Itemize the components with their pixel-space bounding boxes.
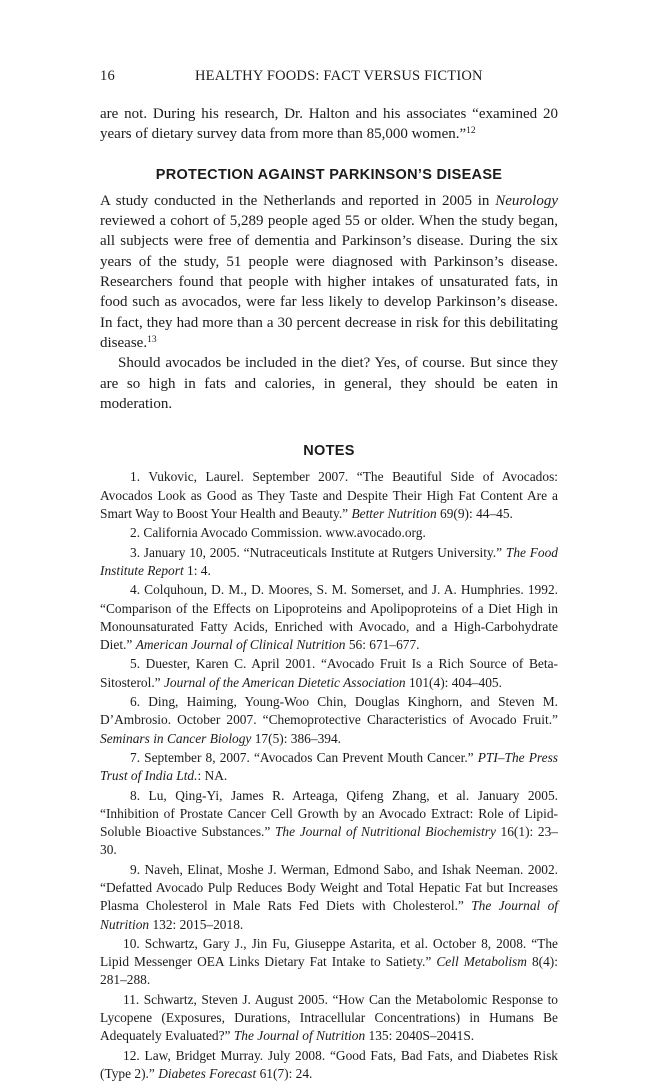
note-item: 8. Lu, Qing-Yi, James R. Arteaga, Qifeng Zhang, et al. January 2005. “Inhibition of Prostate Cancer Cell Growth by an Avocado Extract: Role of Lipid-Soluble Bioactive Substances.” The Journal of Nutritional Biochemistry 16(1): 23–30. — [100, 787, 558, 858]
notes-list — [100, 468, 558, 1083]
note-item: 9. Naveh, Elinat, Moshe J. Werman, Edmond Sabo, and Ishak Neeman. 2002. “Defatted Avocado Pulp Reduces Body Weight and Total Hepatic Fat but Increases Plasma Cholesterol in Male Rats Fed Diets with Cholesterol.” The Journal of Nutrition 132: 2015–2018. — [100, 861, 558, 932]
note-item: 1. Vukovic, Laurel. September 2007. “The Beautiful Side of Avocados: Avocados Look as Good as They Taste and Despite Their High Fat Content Are a Smart Way to Boost Your Health and Beauty.” Better Nutrition 69(9): 44–45. — [100, 469, 558, 522]
intro-paragraph — [100, 104, 558, 145]
note-item: 12. Law, Bridget Murray. July 2008. “Good Fats, Bad Fats, and Diabetes Risk (Type 2).” Diabetes Forecast 61(7): 24. — [100, 1047, 558, 1081]
footnote-ref: 13 — [147, 334, 157, 345]
running-title: HEALTHY FOODS: FACT VERSUS FICTION — [195, 68, 483, 84]
journal-title: Neurology — [495, 192, 558, 209]
intro-text: are not. During his research, Dr. Halton and his associates “examined 20 years of dietary survey data from more than 85,000 women.” — [100, 106, 558, 143]
notes-heading: NOTES — [303, 443, 355, 460]
note-item: 6. Ding, Haiming, Young-Woo Chin, Douglas Kinghorn, and Steven M. D’Ambrosio. October 2007. “Chemoprotective Characteristics of Avocado Fruit.” Seminars in Cancer Biology 17(5): 386–394. — [100, 694, 558, 746]
page-number: 16 — [100, 68, 115, 84]
note-item: 10. Schwartz, Gary J., Jin Fu, Giuseppe Astarita, et al. October 8, 2008. “The Lipid Messenger OEA Links Dietary Fat Intake to Satiety.” Cell Metabolism 8(4): 281–288. — [100, 935, 558, 988]
body-text — [100, 104, 558, 1084]
section-paragraph-1 — [100, 191, 558, 353]
note-item: 4. Colquhoun, D. M., D. Moores, S. M. Somerset, and J. A. Humphries. 1992. “Comparison of the Effects on Lipoproteins and Apolipoproteins of a Diet High in Monounsaturated Fatty Acids, Enriched with Avocado, and a High-Carbohydrate Diet.” American Journal of Clinical Nutrition 56: 671–677. — [100, 582, 558, 653]
section-paragraph-2: Should avocados be included in the diet? Yes, of course. But since they are so high in fats and calories, in general, they should be eaten in moderation. — [100, 355, 558, 412]
footnote-ref: 12 — [466, 126, 476, 137]
note-item: 7. September 8, 2007. “Avocados Can Prevent Mouth Cancer.” PTI–The Press Trust of India Ltd.: NA. — [100, 749, 558, 784]
note-item: 2. California Avocado Commission. www.avocado.org. — [130, 525, 426, 541]
section-heading: PROTECTION AGAINST PARKINSON’S DISEASE — [155, 166, 503, 183]
note-item: 5. Duester, Karen C. April 2001. “Avocado Fruit Is a Rich Source of Beta-Sitosterol.” Journal of the American Dietetic Association 101(4): 404–405. — [100, 656, 558, 690]
paragraph-text: A study conducted in the Netherlands and reported in 2005 in — [100, 192, 496, 209]
paragraph-text: reviewed a cohort of 5,289 people aged 55 or older. When the study began, all subjects were free of dementia and Parkinson’s disease. During the six years of the study, 51 people were diagnosed with Parkinson’s disease. Researchers found that people with higher intakes of unsaturated fats, in food such as avocados, were far less likely to develop Parkinson’s disease. In fact, they had more than a 30 percent decrease in risk for this debilitating disease. — [100, 213, 558, 351]
note-item: 3. January 10, 2005. “Nutraceuticals Institute at Rutgers University.” The Food Institute Report 1: 4. — [100, 544, 558, 578]
note-item: 11. Schwartz, Steven J. August 2005. “How Can the Metabolomic Response to Lycopene (Exposures, Durations, Intracellular Concentrations) in Humans Be Adequately Evaluated?” The Journal of Nutrition 135: 2040S–2041S. — [100, 991, 558, 1044]
